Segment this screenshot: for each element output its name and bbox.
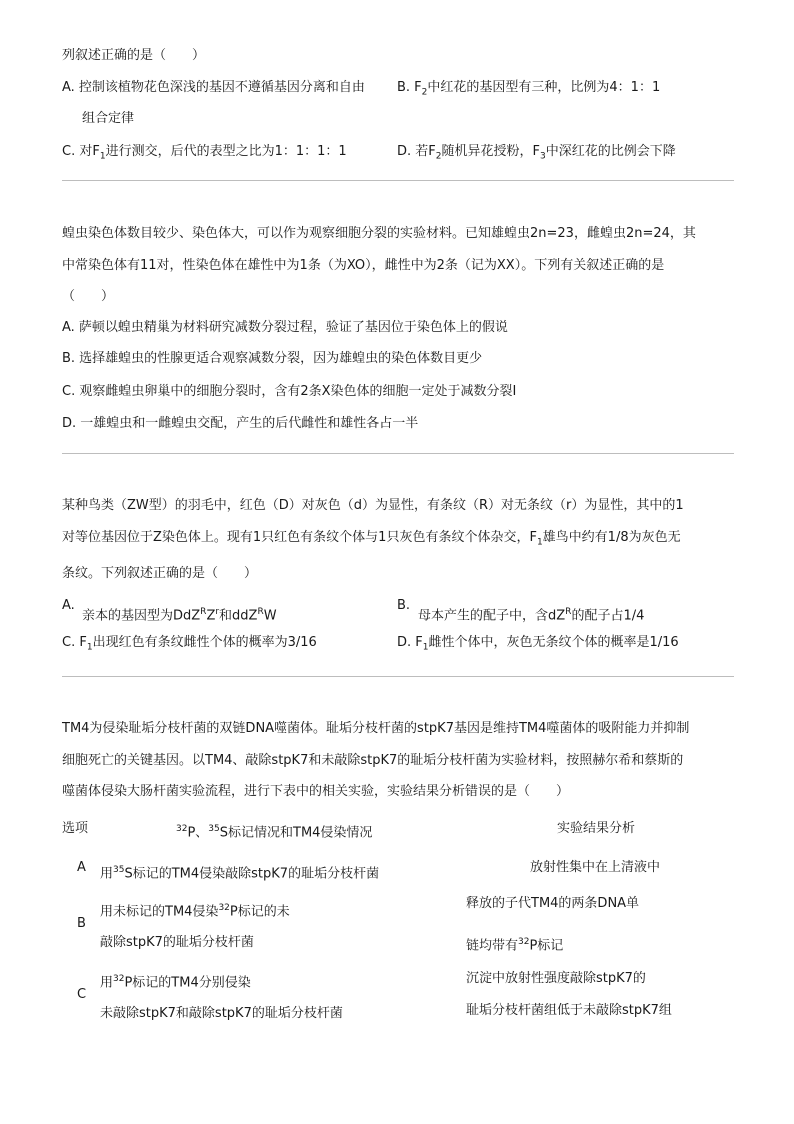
q2-stem-line1: 蝗虫染色体数目较少、染色体大，可以作为观察细胞分裂的实验材料。已知雄蝗虫2n=23，雌蝗虫2n=24，其: [62, 226, 696, 241]
q2-option-d: D. 一雄蝗虫和一雌蝗虫交配，产生的后代雌性和雄性各占一半: [62, 416, 419, 431]
table-row-b-labeling-line2: 敲除stpK7的耻垢分枝杆菌: [100, 935, 254, 950]
q3-stem-line2: 对等位基因位于Z染色体上。现有1只红色有条纹个体与1只灰色有条纹个体杂交，$F_1$雄鸟中约有1/8为灰色无: [62, 530, 681, 548]
table-row-a-label: A: [77, 860, 86, 875]
q1-option-a: A. 控制该植物花色深浅的基因不遵循基因分离和自由: [62, 80, 365, 95]
q2-option-a: A. 萨顿以蝗虫精巢为材料研究减数分裂过程，验证了基因位于染色体上的假说: [62, 320, 508, 335]
table-row-a-analysis: 放射性集中在上清液中: [530, 860, 661, 875]
table-row-b-label: B: [77, 916, 86, 931]
table-row-b-analysis-line2: 链均带有$^{32}$P标记: [466, 937, 564, 954]
q3-option-d: D. $F_1$雌性个体中，灰色无条纹个体的概率是1/16: [397, 635, 679, 653]
q3-option-b-label: B.: [397, 598, 411, 613]
table-header-analysis: 实验结果分析: [557, 821, 636, 836]
table-row-c-label: C: [77, 987, 87, 1002]
q2-stem-line3: （ ）: [62, 289, 115, 304]
q1-option-a-cont: 组合定律: [82, 111, 135, 126]
table-row-b-analysis-line1: 释放的子代TM4的两条DNA单: [466, 896, 640, 911]
q1-option-c: C. 对$F_1$进行测交，后代的表型之比为1：1：1：1: [62, 144, 347, 162]
q4-stem-line3: 噬菌体侵染大肠杆菌实验流程，进行下表中的相关实验，实验结果分析错误的是（ ）: [62, 784, 570, 799]
q4-stem-line1: TM4为侵染耻垢分枝杆菌的双链DNA噬菌体。耻垢分枝杆菌的stpK7基因是维持TM4噬菌体的吸附能力并抑制: [62, 721, 690, 736]
table-row-a-labeling: 用$^{35}$S标记的TM4侵染敲除stpK7的耻垢分枝杆菌: [100, 865, 380, 882]
table-header-labeling: $^{32}$P、$^{35}$S标记情况和TM4侵染情况: [176, 824, 373, 841]
q2-option-c: C. 观察雌蝗虫卵巢中的细胞分裂时，含有2条X染色体的细胞一定处于减数分裂Ⅰ: [62, 384, 517, 399]
q3-option-a: 亲本的基因型为$DdZ^RZ^r$和ddZ$^R$W: [82, 607, 277, 624]
q3-option-b: 母本产生的配子中，含$dZ^R$的配子占1/4: [418, 607, 645, 624]
table-row-b-labeling-line1: 用未标记的TM4侵染$^{32}$P标记的未: [100, 903, 290, 920]
q3-stem-line3: 条纹。下列叙述正确的是（ ）: [62, 566, 258, 581]
table-header-option: 选项: [62, 821, 89, 836]
table-row-c-labeling-line2: 未敲除stpK7和敲除stpK7的耻垢分枝杆菌: [100, 1006, 343, 1021]
q3-stem-line1: 某种鸟类（ZW型）的羽毛中，红色（D）对灰色（d）为显性，有条纹（R）对无条纹（r）为显性，其中的1: [62, 498, 684, 513]
divider: [62, 676, 734, 677]
q1-stem-tail: 列叙述正确的是（ ）: [62, 48, 206, 63]
q2-option-b: B. 选择雄蝗虫的性腺更适合观察减数分裂，因为雄蝗虫的染色体数目更少: [62, 351, 483, 366]
divider: [62, 453, 734, 454]
q3-option-c: C. $F_1$出现红色有条纹雌性个体的概率为3/16: [62, 635, 317, 653]
q3-option-a-label: A.: [62, 598, 75, 613]
q1-option-b: B. $F_2$中红花的基因型有三种，比例为4：1：1: [397, 80, 661, 98]
q4-stem-line2: 细胞死亡的关键基因。以TM4、敲除stpK7和未敲除stpK7的耻垢分枝杆菌为实验材料，按照赫尔希和蔡斯的: [62, 753, 684, 768]
q2-stem-line2: 中常染色体有11对，性染色体在雄性中为1条（为XO），雌性中为2条（记为XX）。下列有关叙述正确的是: [62, 258, 665, 273]
q1-option-d: D. 若$F_2$随机异花授粉，$F_3$中深红花的比例会下降: [397, 144, 676, 162]
table-row-c-analysis-line1: 沉淀中放射性强度敲除stpK7的: [466, 971, 646, 986]
table-row-c-labeling-line1: 用$^{32}$P标记的TM4分别侵染: [100, 974, 251, 991]
table-row-c-analysis-line2: 耻垢分枝杆菌组低于未敲除stpK7组: [466, 1003, 672, 1018]
divider: [62, 180, 734, 181]
